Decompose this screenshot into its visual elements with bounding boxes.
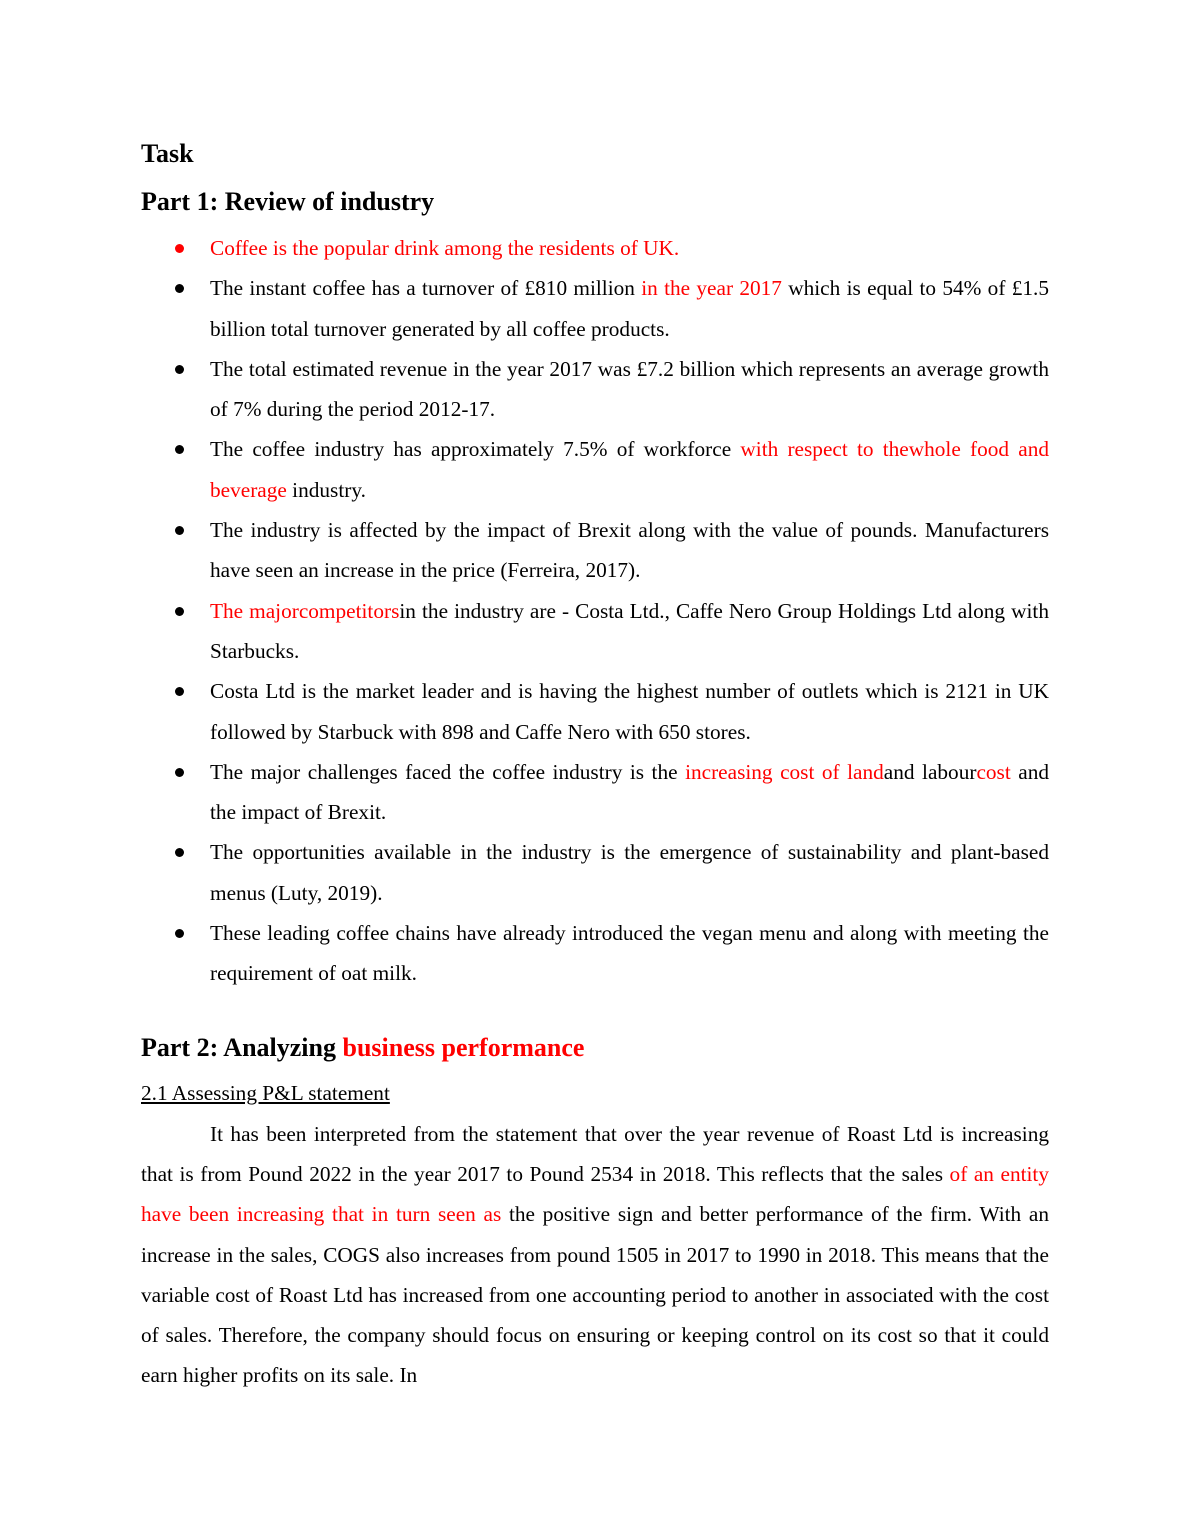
bullet-text: The major challenges faced the coffee industry is the — [210, 759, 686, 784]
bullet-dot-icon — [175, 848, 184, 857]
bullet-text: in the industry are - Costa Ltd., Caffe Nero Group Holdings Ltd along with Starbucks. — [210, 598, 1049, 663]
bullet-text-highlighted: The majorcompetitors — [210, 598, 400, 623]
bullet-text-highlighted: increasing cost of land — [685, 759, 884, 784]
paragraph-text-red: of an entity have been increasing that in turn seen as — [141, 1161, 1050, 1227]
bullet-dot-icon — [175, 687, 184, 696]
part2-title — [141, 1028, 1049, 1068]
task-title: Task — [141, 139, 194, 168]
part1-bullet-list — [141, 228, 1049, 994]
bullet-item — [141, 752, 1049, 833]
bullet-dot-icon — [175, 607, 184, 616]
bullet-text: which is equal to 54% of £1.5 billion total turnover generated by all coffee products. — [210, 276, 1049, 341]
bullet-item — [141, 671, 1049, 752]
bullet-dot-icon — [175, 365, 184, 374]
bullet-item — [141, 349, 1049, 430]
paragraph-text-3: the positive sign and better performance of the firm. With an increase in the sales, COGS also increases from pound 1505 in 2017 to 1990 in 2018. This means that the variable cost of Roast Ltd has increased from one accounting period to another in associated with the cost of sales. Therefore, the company should focus on ensuring or keeping control on its cost so that it could earn higher profits on its sale. In — [141, 1202, 1049, 1388]
part2-title-red: business performance — [342, 1032, 585, 1062]
section-2-1-heading: 2.1 Assessing P&L statement — [141, 1080, 390, 1105]
part1-title: Part 1: Review of industry — [141, 187, 435, 216]
bullet-text: Costa Ltd is the market leader and is having the highest number of outlets which is 2121 in UK followed by Starbuck with 898 and Caffe Nero with 650 stores. — [210, 679, 1049, 744]
bullet-dot-icon — [175, 445, 184, 454]
bullet-dot-icon — [175, 284, 184, 293]
bullet-text: The total estimated revenue in the year 2017 was £7.2 billion which represents an average growth of 7% during the period 2012-17. — [210, 356, 1049, 422]
bullet-text: industry. — [286, 477, 366, 502]
document-page — [141, 134, 1049, 1396]
bullet-dot-icon — [175, 768, 184, 777]
bullet-dot-icon — [175, 244, 184, 253]
bullet-item — [141, 268, 1049, 349]
paragraph-text-1: It has been interpreted from the statement that over the year revenue of Roast Ltd is increasing that is from Pound 2022 in the year 2017 to Pound 2534 in 2018. This reflects that the sales — [141, 1121, 1049, 1186]
bullet-text-highlighted: in the year 2017 — [641, 276, 782, 301]
bullet-text: The industry is affected by the impact of Brexit along with the value of pounds. Manufacturers have seen an increase in the price (Ferreira, 2017). — [210, 518, 1049, 583]
bullet-dot-icon — [175, 526, 184, 535]
part2-title-black: Part 2: Analyzing — [141, 1032, 343, 1062]
bullet-item — [141, 591, 1049, 672]
bullet-dot-icon — [175, 929, 184, 938]
section-2-1-paragraph — [141, 1114, 1049, 1396]
bullet-item — [141, 913, 1049, 994]
bullet-item — [141, 832, 1049, 913]
bullet-item — [141, 429, 1049, 510]
bullet-text-highlighted: cost — [976, 759, 1011, 784]
bullet-text: and labour — [883, 759, 977, 784]
bullet-item — [141, 228, 1049, 268]
bullet-text: The instant coffee has a turnover of £810 million — [210, 276, 642, 301]
bullet-text-highlighted: with respect to thewhole food and beverage — [210, 437, 1050, 502]
bullet-item — [141, 510, 1049, 591]
bullet-text: The coffee industry has approximately 7.5% of workforce — [210, 437, 741, 462]
bullet-text: These leading coffee chains have already introduced the vegan menu and along with meeting the requirement of oat milk. — [210, 921, 1049, 986]
bullet-text: and the impact of Brexit. — [210, 759, 1049, 825]
bullet-text: The opportunities available in the industry is the emergence of sustainability and plant-based menus (Luty, 2019). — [210, 840, 1049, 905]
bullet-text-highlighted: Coffee is the popular drink among the residents of UK. — [210, 236, 680, 260]
